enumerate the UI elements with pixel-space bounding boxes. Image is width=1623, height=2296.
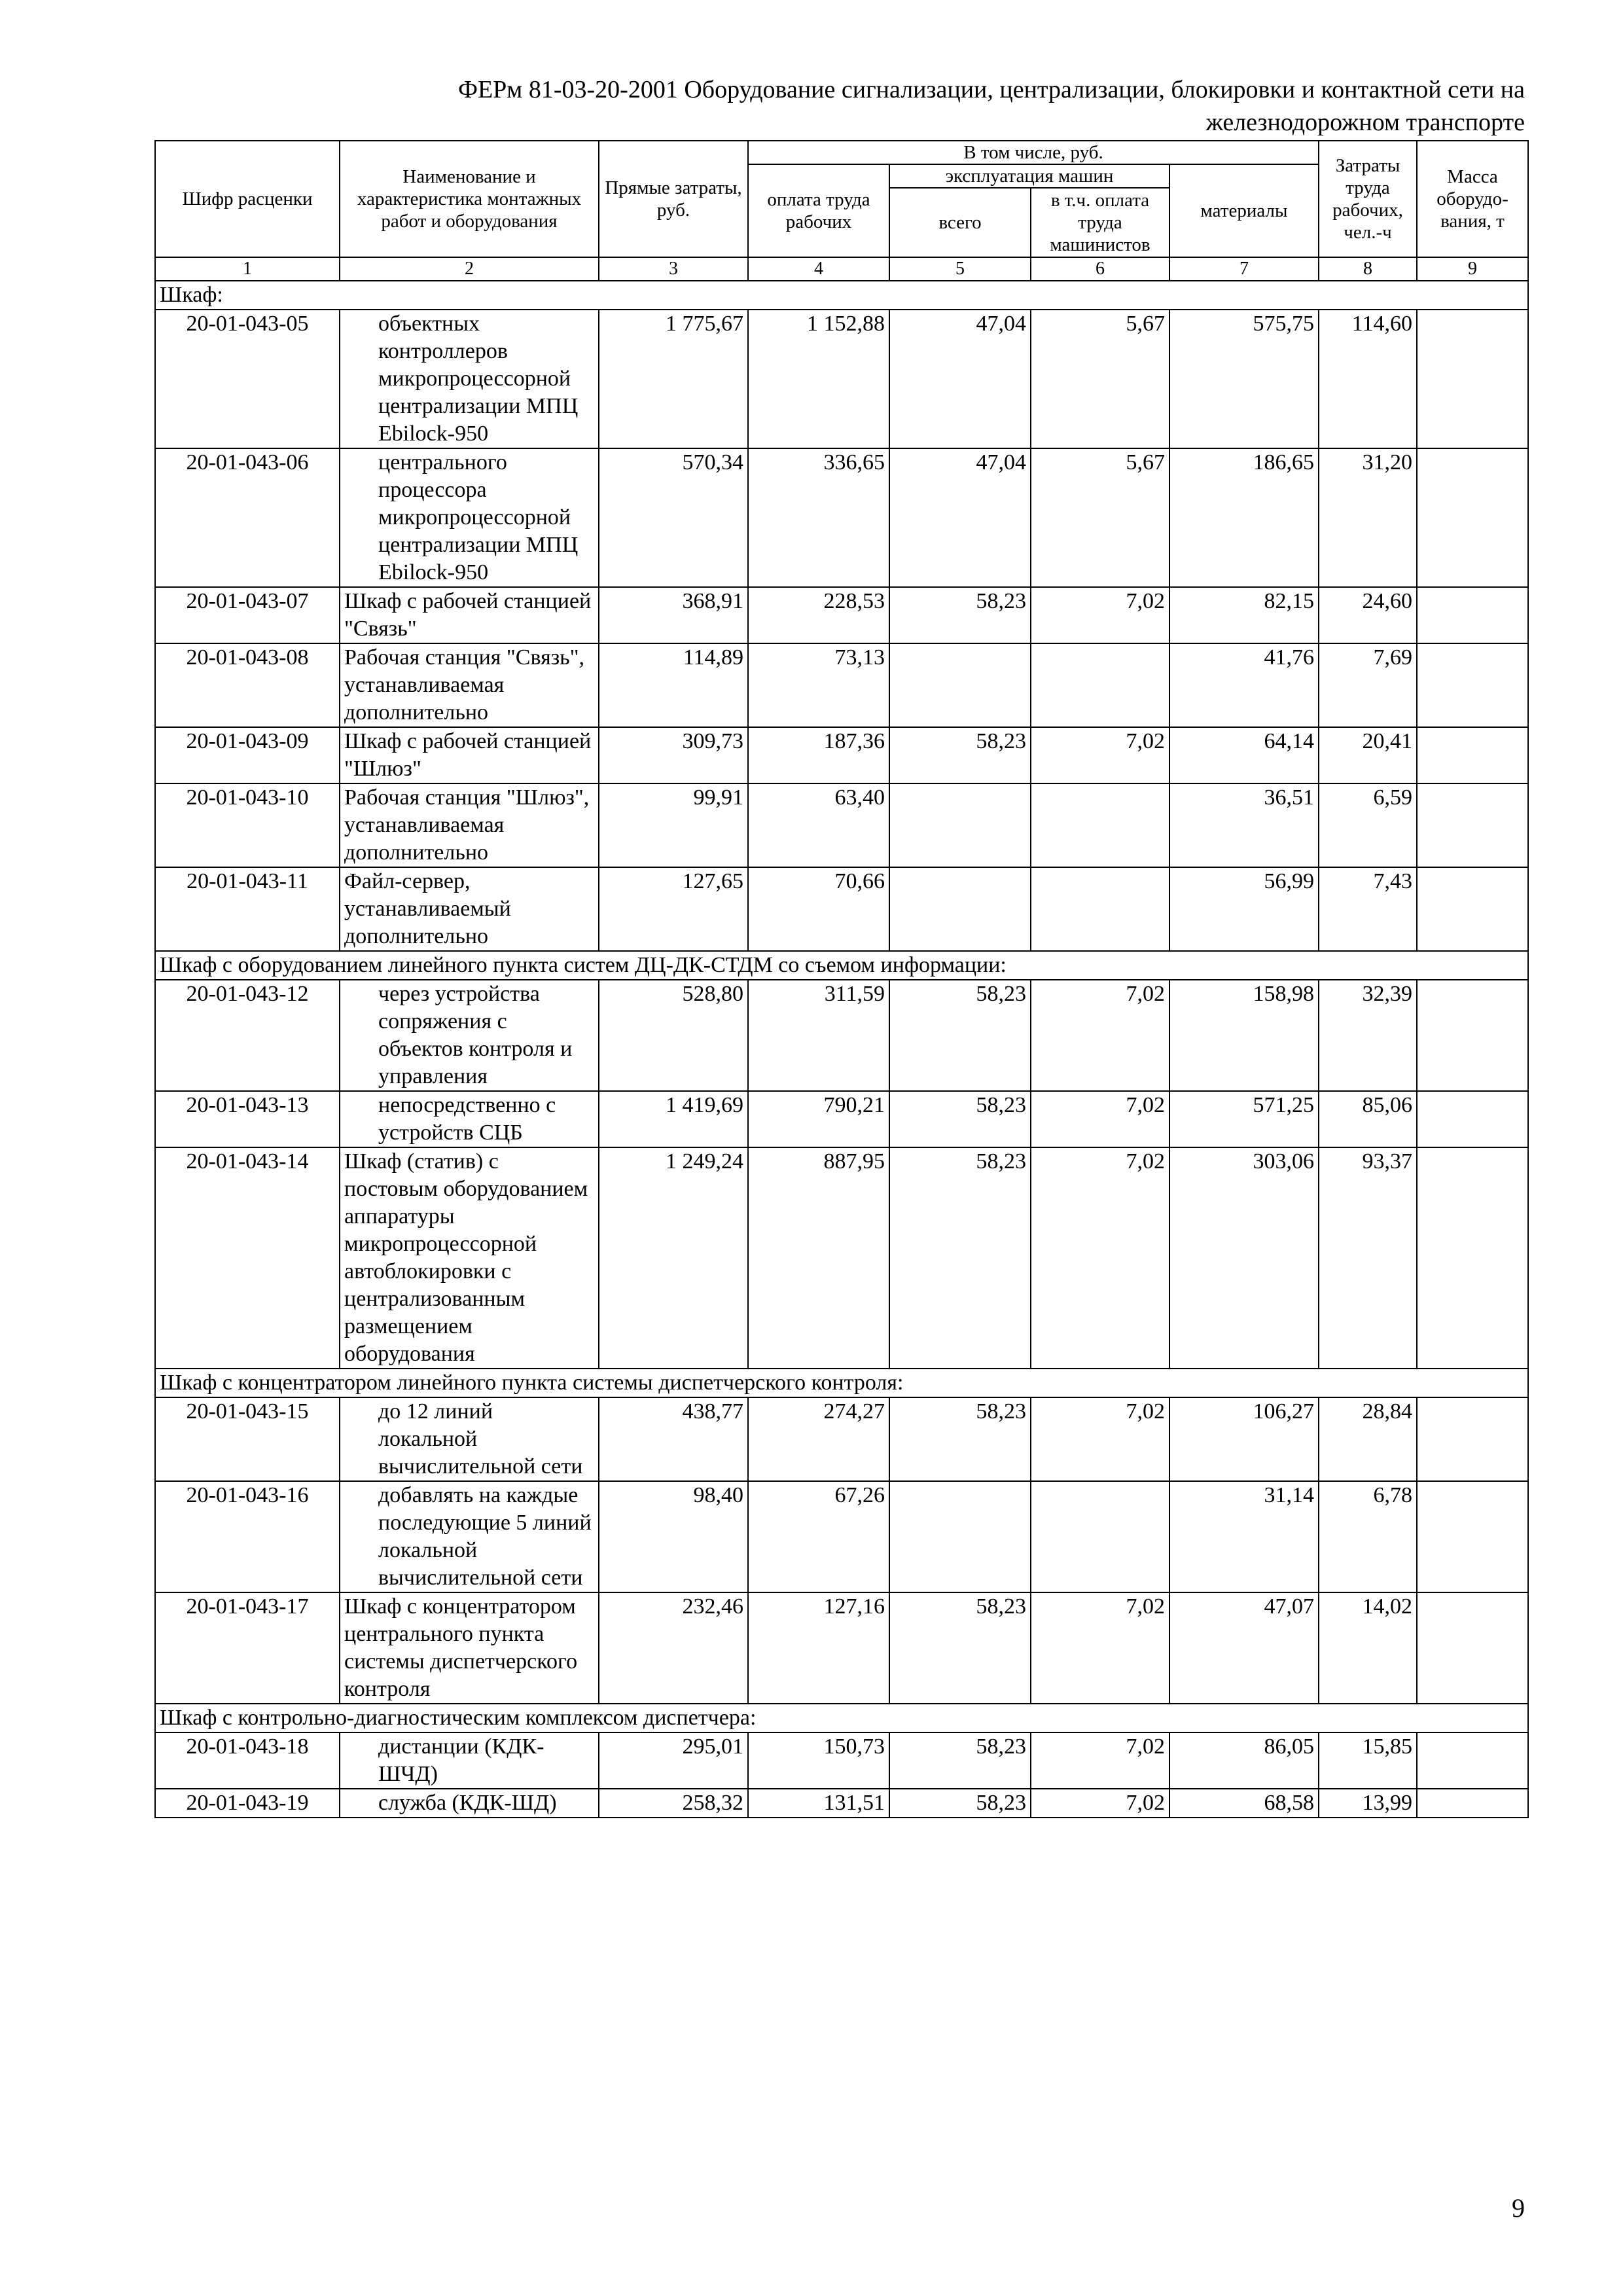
group-header-row: [155, 1369, 1528, 1397]
machinist-pay: 7,02: [1031, 1732, 1169, 1789]
rate-code: 20-01-043-18: [155, 1732, 340, 1789]
work-name: объектных контроллеров микропроцессорной централизации МПЦ Ebilock-950: [340, 310, 599, 448]
machine-cost: 58,23: [889, 727, 1031, 783]
col-header-labor-cost: Затраты труда рабочих, чел.-ч: [1319, 141, 1417, 257]
direct-cost: 127,65: [599, 867, 748, 951]
machine-cost: 58,23: [889, 1592, 1031, 1704]
document-header: [327, 73, 1525, 139]
column-number: 4: [748, 257, 889, 281]
labor-pay: 311,59: [748, 980, 889, 1091]
rates-table: [154, 140, 1529, 1818]
rate-code: 20-01-043-16: [155, 1481, 340, 1592]
col-header-mass: Масса оборудо-вания, т: [1417, 141, 1528, 257]
machinist-pay: 7,02: [1031, 980, 1169, 1091]
table-row: [155, 1481, 1528, 1592]
machine-cost: [889, 643, 1031, 727]
materials-cost: 158,98: [1169, 980, 1319, 1091]
rate-code: 20-01-043-12: [155, 980, 340, 1091]
direct-cost: 232,46: [599, 1592, 748, 1704]
table-row: [155, 1732, 1528, 1789]
rate-code: 20-01-043-15: [155, 1397, 340, 1481]
labor-pay: 73,13: [748, 643, 889, 727]
work-name: Рабочая станция "Связь", устанавливаемая дополнительно: [340, 643, 599, 727]
direct-cost: 258,32: [599, 1789, 748, 1818]
equipment-mass: [1417, 310, 1528, 448]
machinist-pay: 7,02: [1031, 1091, 1169, 1147]
group-title: Шкаф с концентратором линейного пункта системы диспетчерского контроля:: [155, 1369, 1528, 1397]
labor-pay: 274,27: [748, 1397, 889, 1481]
materials-cost: 86,05: [1169, 1732, 1319, 1789]
labor-hours: 24,60: [1319, 587, 1417, 643]
table-row: [155, 587, 1528, 643]
equipment-mass: [1417, 1397, 1528, 1481]
labor-pay: 150,73: [748, 1732, 889, 1789]
materials-cost: 68,58: [1169, 1789, 1319, 1818]
equipment-mass: [1417, 980, 1528, 1091]
labor-hours: 85,06: [1319, 1091, 1417, 1147]
direct-cost: 1 419,69: [599, 1091, 748, 1147]
column-numbers-row: [155, 257, 1528, 281]
labor-hours: 14,02: [1319, 1592, 1417, 1704]
work-name: Файл-сервер, устанавливаемый дополнительно: [340, 867, 599, 951]
column-number: 7: [1169, 257, 1319, 281]
labor-hours: 114,60: [1319, 310, 1417, 448]
labor-hours: 28,84: [1319, 1397, 1417, 1481]
rate-code: 20-01-043-07: [155, 587, 340, 643]
equipment-mass: [1417, 1147, 1528, 1369]
column-number: 9: [1417, 257, 1528, 281]
column-number: 6: [1031, 257, 1169, 281]
work-name: добавлять на каждые последующие 5 линий локальной вычислительной сети: [340, 1481, 599, 1592]
table-row: [155, 1147, 1528, 1369]
labor-pay: 127,16: [748, 1592, 889, 1704]
table-row: [155, 980, 1528, 1091]
equipment-mass: [1417, 643, 1528, 727]
equipment-mass: [1417, 1789, 1528, 1818]
materials-cost: 106,27: [1169, 1397, 1319, 1481]
labor-hours: 15,85: [1319, 1732, 1417, 1789]
equipment-mass: [1417, 1481, 1528, 1592]
labor-pay: 228,53: [748, 587, 889, 643]
column-number: 5: [889, 257, 1031, 281]
group-title: Шкаф с оборудованием линейного пункта систем ДЦ-ДК-СТДМ со съемом информации:: [155, 951, 1528, 980]
col-header-materials: материалы: [1169, 164, 1319, 257]
materials-cost: 303,06: [1169, 1147, 1319, 1369]
equipment-mass: [1417, 727, 1528, 783]
machinist-pay: 7,02: [1031, 587, 1169, 643]
materials-cost: 47,07: [1169, 1592, 1319, 1704]
rate-code: 20-01-043-17: [155, 1592, 340, 1704]
machine-cost: [889, 867, 1031, 951]
table-row: [155, 448, 1528, 587]
labor-pay: 63,40: [748, 783, 889, 867]
machinist-pay: [1031, 867, 1169, 951]
direct-cost: 114,89: [599, 643, 748, 727]
machine-cost: [889, 783, 1031, 867]
machine-cost: 58,23: [889, 980, 1031, 1091]
machinist-pay: [1031, 1481, 1169, 1592]
direct-cost: 368,91: [599, 587, 748, 643]
work-name: Рабочая станция "Шлюз", устанавливаемая дополнительно: [340, 783, 599, 867]
col-header-including: В том числе, руб.: [748, 141, 1319, 164]
rate-code: 20-01-043-06: [155, 448, 340, 587]
materials-cost: 82,15: [1169, 587, 1319, 643]
col-header-direct: Прямые затраты, руб.: [599, 141, 748, 257]
equipment-mass: [1417, 1592, 1528, 1704]
machinist-pay: 7,02: [1031, 1147, 1169, 1369]
labor-pay: 70,66: [748, 867, 889, 951]
machinist-pay: [1031, 643, 1169, 727]
col-header-code: Шифр расценки: [155, 141, 340, 257]
rate-code: 20-01-043-11: [155, 867, 340, 951]
materials-cost: 56,99: [1169, 867, 1319, 951]
direct-cost: 438,77: [599, 1397, 748, 1481]
equipment-mass: [1417, 587, 1528, 643]
column-number: 1: [155, 257, 340, 281]
work-name: через устройства сопряжения с объектов контроля и управления: [340, 980, 599, 1091]
rate-code: 20-01-043-09: [155, 727, 340, 783]
group-header-row: [155, 951, 1528, 980]
equipment-mass: [1417, 1091, 1528, 1147]
page-number: 9: [1512, 2193, 1525, 2223]
col-header-machinist-pay: в т.ч. оплата труда машинистов: [1031, 188, 1169, 257]
equipment-mass: [1417, 867, 1528, 951]
table-row: [155, 783, 1528, 867]
machine-cost: 58,23: [889, 1789, 1031, 1818]
materials-cost: 31,14: [1169, 1481, 1319, 1592]
materials-cost: 64,14: [1169, 727, 1319, 783]
column-number: 2: [340, 257, 599, 281]
labor-pay: 336,65: [748, 448, 889, 587]
labor-pay: 131,51: [748, 1789, 889, 1818]
direct-cost: 309,73: [599, 727, 748, 783]
direct-cost: 99,91: [599, 783, 748, 867]
machine-cost: 47,04: [889, 448, 1031, 587]
materials-cost: 575,75: [1169, 310, 1319, 448]
rate-code: 20-01-043-08: [155, 643, 340, 727]
machinist-pay: [1031, 783, 1169, 867]
work-name: дистанции (КДК-ШЧД): [340, 1732, 599, 1789]
machine-cost: 58,23: [889, 1397, 1031, 1481]
group-title: Шкаф с контрольно-диагностическим комплексом диспетчера:: [155, 1704, 1528, 1732]
column-number: 3: [599, 257, 748, 281]
work-name: Шкаф с концентратором центрального пункта системы диспетчерского контроля: [340, 1592, 599, 1704]
direct-cost: 98,40: [599, 1481, 748, 1592]
work-name: центрального процессора микропроцессорной централизации МПЦ Ebilock-950: [340, 448, 599, 587]
machinist-pay: 5,67: [1031, 310, 1169, 448]
column-number: 8: [1319, 257, 1417, 281]
work-name: непосредственно с устройств СЦБ: [340, 1091, 599, 1147]
labor-hours: 6,78: [1319, 1481, 1417, 1592]
machine-cost: 58,23: [889, 1732, 1031, 1789]
col-header-labor-pay: оплата труда рабочих: [748, 164, 889, 257]
col-header-machine-op: эксплуатация машин: [889, 164, 1169, 188]
table-row: [155, 310, 1528, 448]
machinist-pay: 7,02: [1031, 1592, 1169, 1704]
labor-pay: 1 152,88: [748, 310, 889, 448]
work-name: Шкаф (статив) с постовым оборудованием аппаратуры микропроцессорной автоблокировки с централизованным размещением оборудования: [340, 1147, 599, 1369]
labor-hours: 20,41: [1319, 727, 1417, 783]
group-header-row: [155, 1704, 1528, 1732]
machinist-pay: 7,02: [1031, 1789, 1169, 1818]
table-row: [155, 1091, 1528, 1147]
work-name: до 12 линий локальной вычислительной сети: [340, 1397, 599, 1481]
work-name: Шкаф с рабочей станцией "Связь": [340, 587, 599, 643]
labor-hours: 7,69: [1319, 643, 1417, 727]
rate-code: 20-01-043-05: [155, 310, 340, 448]
direct-cost: 1 775,67: [599, 310, 748, 448]
direct-cost: 570,34: [599, 448, 748, 587]
rate-code: 20-01-043-14: [155, 1147, 340, 1369]
table-row: [155, 727, 1528, 783]
table-row: [155, 643, 1528, 727]
machine-cost: [889, 1481, 1031, 1592]
group-header-row: [155, 281, 1528, 310]
work-name: служба (КДК-ШД): [340, 1789, 599, 1818]
labor-hours: 32,39: [1319, 980, 1417, 1091]
labor-pay: 67,26: [748, 1481, 889, 1592]
work-name: Шкаф с рабочей станцией "Шлюз": [340, 727, 599, 783]
rate-code: 20-01-043-10: [155, 783, 340, 867]
labor-pay: 187,36: [748, 727, 889, 783]
direct-cost: 528,80: [599, 980, 748, 1091]
rate-code: 20-01-043-19: [155, 1789, 340, 1818]
document-subtitle: железнодорожном транспорте: [1205, 109, 1525, 136]
rates-body: [155, 281, 1528, 1818]
document-title: ФЕРм 81-03-20-2001 Оборудование сигнализации, централизации, блокировки и контактной сети на: [457, 76, 1525, 103]
labor-hours: 7,43: [1319, 867, 1417, 951]
machinist-pay: 5,67: [1031, 448, 1169, 587]
rate-code: 20-01-043-13: [155, 1091, 340, 1147]
labor-hours: 13,99: [1319, 1789, 1417, 1818]
table-row: [155, 867, 1528, 951]
machine-cost: 58,23: [889, 1147, 1031, 1369]
col-header-name: Наименование и характеристика монтажных работ и оборудования: [340, 141, 599, 257]
table-row: [155, 1397, 1528, 1481]
materials-cost: 41,76: [1169, 643, 1319, 727]
machinist-pay: 7,02: [1031, 1397, 1169, 1481]
group-title: Шкаф:: [155, 281, 1528, 310]
labor-pay: 790,21: [748, 1091, 889, 1147]
table-row: [155, 1592, 1528, 1704]
machine-cost: 58,23: [889, 587, 1031, 643]
materials-cost: 571,25: [1169, 1091, 1319, 1147]
equipment-mass: [1417, 783, 1528, 867]
machine-cost: 58,23: [889, 1091, 1031, 1147]
machine-cost: 47,04: [889, 310, 1031, 448]
col-header-machine-total: всего: [889, 188, 1031, 257]
materials-cost: 186,65: [1169, 448, 1319, 587]
direct-cost: 295,01: [599, 1732, 748, 1789]
direct-cost: 1 249,24: [599, 1147, 748, 1369]
equipment-mass: [1417, 1732, 1528, 1789]
labor-hours: 6,59: [1319, 783, 1417, 867]
labor-pay: 887,95: [748, 1147, 889, 1369]
machinist-pay: 7,02: [1031, 727, 1169, 783]
table-row: [155, 1789, 1528, 1818]
labor-hours: 93,37: [1319, 1147, 1417, 1369]
materials-cost: 36,51: [1169, 783, 1319, 867]
labor-hours: 31,20: [1319, 448, 1417, 587]
equipment-mass: [1417, 448, 1528, 587]
